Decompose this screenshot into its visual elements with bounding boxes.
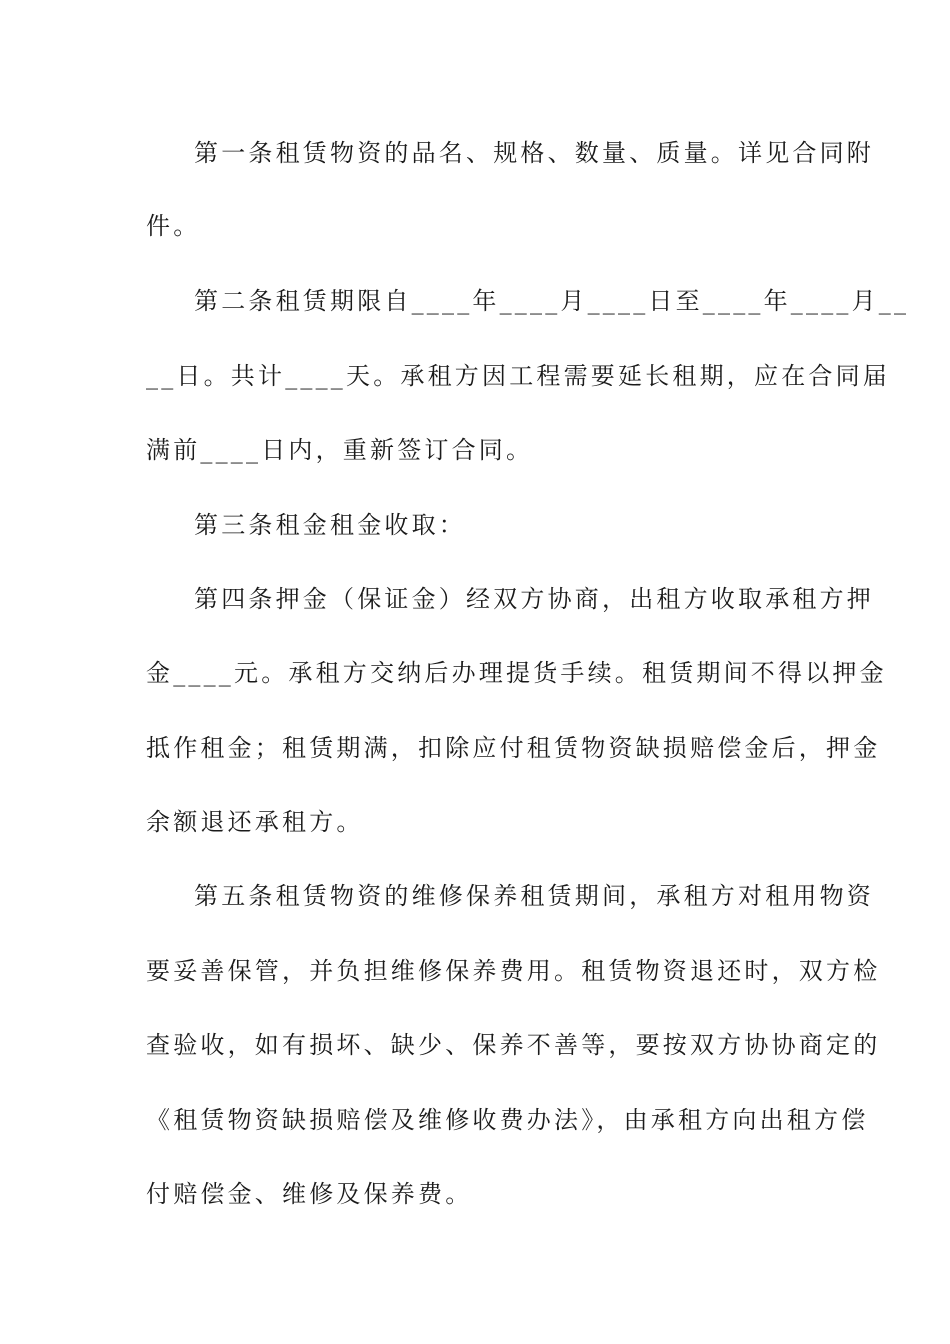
article-5-line-5: 付赔偿金、维修及保养费。 bbox=[146, 1180, 473, 1208]
article-5-line-1: 第五条租赁物资的维修保养租赁期间，承租方对租用物资 bbox=[194, 882, 874, 910]
article-2-line-1: 第二条租赁期限自____年____月____日至____年____月__ bbox=[194, 287, 910, 315]
article-2-line-2: __日。共计____天。承租方因工程需要延长租期，应在合同届 bbox=[146, 362, 890, 390]
article-5-line-2: 要妥善保管，并负担维修保养费用。租赁物资退还时，双方检 bbox=[146, 957, 881, 985]
article-3-line-1: 第三条租金租金收取： bbox=[194, 511, 466, 539]
article-2-line-3: 满前____日内，重新签订合同。 bbox=[146, 436, 534, 464]
article-5-line-3: 查验收，如有损坏、缺少、保养不善等，要按双方协协商定的 bbox=[146, 1031, 881, 1059]
article-5-line-4: 《租赁物资缺损赔偿及维修收费办法》，由承租方向出租方偿 bbox=[146, 1106, 869, 1134]
article-1-line-1: 第一条租赁物资的品名、规格、数量、质量。详见合同附 bbox=[194, 139, 874, 167]
article-1-line-2: 件。 bbox=[146, 212, 201, 240]
article-4-line-1: 第四条押金（保证金）经双方协商，出租方收取承租方押 bbox=[194, 585, 874, 613]
article-4-line-2: 金____元。承租方交纳后办理提货手续。租赁期间不得以押金 bbox=[146, 659, 887, 687]
article-4-line-3: 抵作租金；租赁期满，扣除应付租赁物资缺损赔偿金后，押金 bbox=[146, 734, 881, 762]
article-4-line-4: 余额退还承租方。 bbox=[146, 808, 364, 836]
